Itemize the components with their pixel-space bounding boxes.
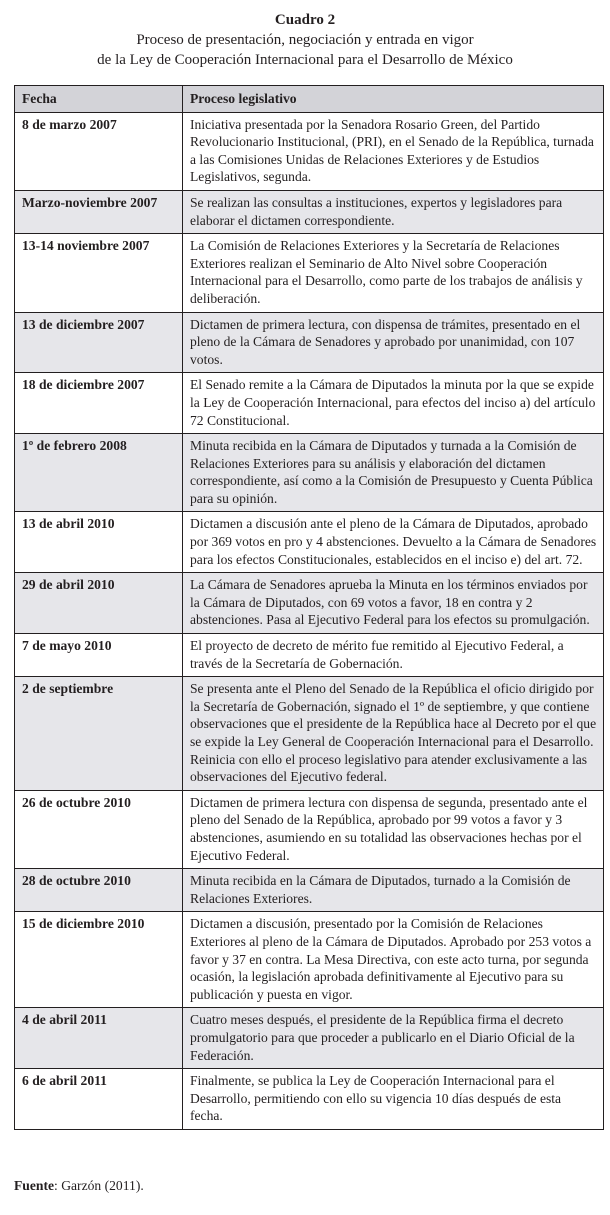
source-note [14,1178,144,1194]
row-date: 2 de septiembre [15,677,183,791]
table-row [15,869,604,912]
row-date: 7 de mayo 2010 [15,634,183,677]
table-caption [0,10,610,70]
table-row [15,1008,604,1069]
row-process-text: Se realizan las consultas a instituciones, expertos y legisladores para elaborar el dictamen correspondiente. [183,190,604,233]
row-date: 13-14 noviembre 2007 [15,234,183,312]
row-date: 15 de diciembre 2010 [15,912,183,1008]
row-process-text: Dictamen a discusión, presentado por la Comisión de Relaciones Exteriores al pleno de la Cámara de Diputados. Aprobado por 253 votos a favor y 37 en contra. La Mesa Directiva, con este acto turna, por segunda ocasión, la legislación aprobada definitivamente al Ejecutivo para su publicación y puesta en vigor. [183,912,604,1008]
row-process-text: Dictamen de primera lectura, con dispensa de trámites, presentado en el pleno de la Cámara de Senadores y aprobado por unanimidad, con 107 votos. [183,312,604,373]
table-row [15,573,604,634]
table-row [15,634,604,677]
legislative-process-table [14,85,604,1130]
row-date: 13 de diciembre 2007 [15,312,183,373]
column-header-proceso: Proceso legislativo [183,86,604,113]
row-date: 28 de octubre 2010 [15,869,183,912]
table-header-row [15,86,604,113]
table-row [15,434,604,512]
row-process-text: La Comisión de Relaciones Exteriores y la Secretaría de Relaciones Exteriores realizan el Seminario de Alto Nivel sobre Cooperación Internacional para el Desarrollo, como parte de los trabajos de análisis y deliberación. [183,234,604,312]
table-body [15,112,604,1129]
table-row [15,1069,604,1130]
row-process-text: Dictamen de primera lectura con dispensa de segunda, presentado ante el pleno del Senado de la República, aprobado por 99 votos a favor y 3 abstenciones, asumiendo en su totalidad las observaciones hechas por el Ejecutivo Federal. [183,790,604,868]
table-row [15,912,604,1008]
row-process-text: Finalmente, se publica la Ley de Cooperación Internacional para el Desarrollo, permitiendo con ello su vigencia 10 días después de esta fecha. [183,1069,604,1130]
row-process-text: Minuta recibida en la Cámara de Diputados, turnado a la Comisión de Relaciones Exteriores. [183,869,604,912]
row-process-text: Iniciativa presentada por la Senadora Rosario Green, del Partido Revolucionario Institucional, (PRI), en el Senado de la República, turnada a las Comisiones Unidas de Relaciones Exteriores y de Estudios Legislativos, segunda. [183,112,604,190]
row-process-text: Minuta recibida en la Cámara de Diputados y turnada a la Comisión de Relaciones Exteriores para su análisis y elaboración del dictamen correspondiente, así como a la Comisión de Presupuesto y Cuenta Pública para su opinión. [183,434,604,512]
table-row [15,312,604,373]
row-process-text: El Senado remite a la Cámara de Diputados la minuta por la que se expide la Ley de Cooperación Internacional, para efectos del inciso a) del artículo 72 Constitucional. [183,373,604,434]
row-date: 26 de octubre 2010 [15,790,183,868]
caption-title-line2: de la Ley de Cooperación Internacional para el Desarrollo de México [97,52,513,68]
row-date: Marzo-noviembre 2007 [15,190,183,233]
table-row [15,234,604,312]
row-process-text: Cuatro meses después, el presidente de la República firma el decreto promulgatorio para que proceder a publicarlo en el Diario Oficial de la Federación. [183,1008,604,1069]
row-process-text: La Cámara de Senadores aprueba la Minuta en los términos enviados por la Cámara de Diputados, con 69 votos a favor, 18 en contra y 2 abstenciones. Pasa al Ejecutivo Federal para los efectos su promulgación. [183,573,604,634]
row-date: 1º de febrero 2008 [15,434,183,512]
table-row [15,790,604,868]
row-process-text: Se presenta ante el Pleno del Senado de la República el oficio dirigido por la Secretaría de Gobernación, signado el 1º de septiembre, y que contiene observaciones que el presidente de la República hace al Decreto por el que se expide la Ley General de Cooperación Internacional para el Desarrollo. Reinicia con ello el proceso legislativo para atender exclusivamente a las observaciones del Ejecutivo federal. [183,677,604,791]
row-date: 8 de marzo 2007 [15,112,183,190]
source-text: : Garzón (2011). [54,1178,144,1193]
table-row [15,512,604,573]
table-row [15,112,604,190]
row-date: 18 de diciembre 2007 [15,373,183,434]
row-date: 29 de abril 2010 [15,573,183,634]
table-row [15,190,604,233]
source-label: Fuente [14,1178,55,1193]
row-date: 4 de abril 2011 [15,1008,183,1069]
column-header-fecha: Fecha [15,86,183,113]
row-process-text: El proyecto de decreto de mérito fue remitido al Ejecutivo Federal, a través de la Secretaría de Gobernación. [183,634,604,677]
caption-title-line1: Proceso de presentación, negociación y entrada en vigor [136,32,474,48]
table-row [15,677,604,791]
table-row [15,373,604,434]
row-date: 13 de abril 2010 [15,512,183,573]
caption-number: Cuadro 2 [274,12,336,28]
row-date: 6 de abril 2011 [15,1069,183,1130]
row-process-text: Dictamen a discusión ante el pleno de la Cámara de Diputados, aprobado por 369 votos en pro y 4 abstenciones. Devuelto a la Cámara de Senadores para los efectos Constitucionales, establecidos en el inciso e) del art. 72. [183,512,604,573]
